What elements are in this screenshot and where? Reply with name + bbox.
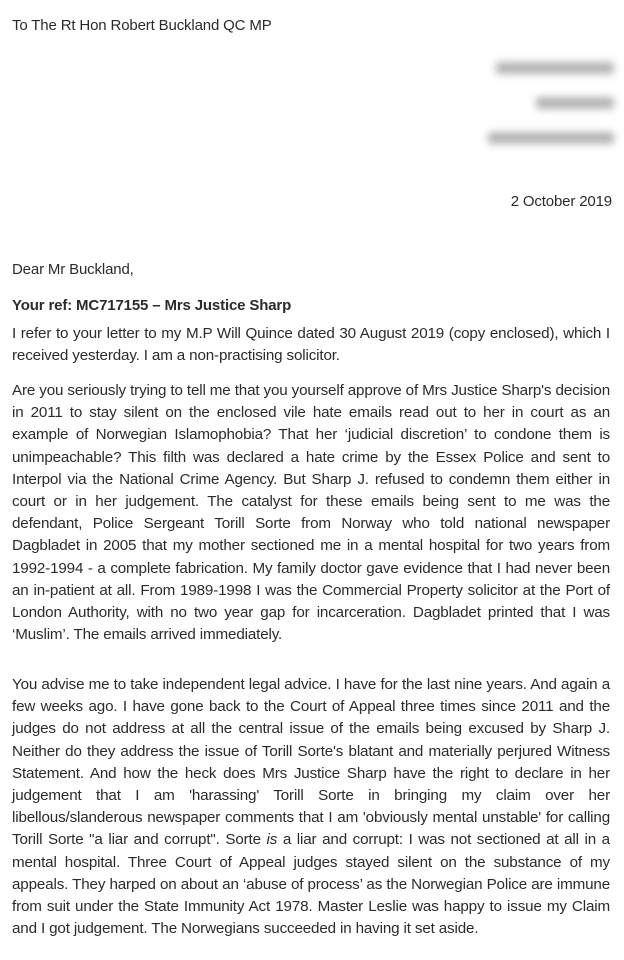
paragraph-3-part-2: a liar and corrupt: I was not sectioned at all in a mental hospital. Three Court of Appeal judges stayed silent on the substance of my appeals. They harped on about an ‘abuse of process’ as the Norwegian Police are immune from suit under the State Immunity Act 1978. Master Leslie was happy to issue my Claim and I got judgement. The Norwegians succeeded in having it set aside. xyxy=(12,831,610,938)
salutation: Dear Mr Buckland, xyxy=(12,261,134,278)
redacted-address-line-2 xyxy=(536,97,614,109)
redacted-address-line-1 xyxy=(496,62,614,74)
paragraph-3 xyxy=(12,674,610,940)
paragraph-3-part-1: You advise me to take independent legal advice. I have for the last nine years. And again a few weeks ago. I have gone back to the Court of Appeal three times since 2011 and the judges do not address at all the central issue of the emails being excused by Sharp J. Neither do they address the issue of Torill Sorte's blatant and materially perjured Witness Statement. And how the heck does Mrs Justice Sharp have the right to declare in her judgement that I am 'harassing' Torill Sorte in bringing my claim over her libellous/slanderous newspaper comments that I am 'obviously mental unstable' for calling Torill Sorte "a liar and corrupt". Sorte xyxy=(12,676,610,849)
paragraph-1: I refer to your letter to my M.P Will Quince dated 30 August 2019 (copy enclosed), which I received yesterday. I am a non-practising solicitor. xyxy=(12,325,610,365)
recipient-line: To The Rt Hon Robert Buckland QC MP xyxy=(12,17,272,34)
letter-date: 2 October 2019 xyxy=(510,193,612,210)
paragraph-2: Are you seriously trying to tell me that you yourself approve of Mrs Justice Sharp's decision in 2011 to stay silent on the enclosed vile hate emails read out to her in court as an example of Norwegian Islamophobia? That her ‘judicial discretion’ to condone them is unimpeachable? This filth was declared a hate crime by the Essex Police and sent to Interpol via the National Crime Agency. But Sharp J. refused to condemn them either in court or in her judgement. The catalyst for these emails being sent to me was the defendant, Police Sergeant Torill Sorte from Norway who told national newspaper Dagbladet in 2005 that my mother sectioned me in a mental hospital for two years from 1992-1994 - a complete fabrication. My family doctor gave evidence that I had never been an in-patient at all. From 1989-1998 I was the Commercial Property solicitor at the Port of London Authority, with no two year gap for incarceration. Dagbladet printed that I was ‘Muslim’. The emails arrived immediately. xyxy=(12,382,610,644)
emphasis-is: is xyxy=(266,831,278,849)
redacted-address-line-3 xyxy=(488,132,614,144)
reference-line: Your ref: MC717155 – Mrs Justice Sharp xyxy=(12,297,292,314)
